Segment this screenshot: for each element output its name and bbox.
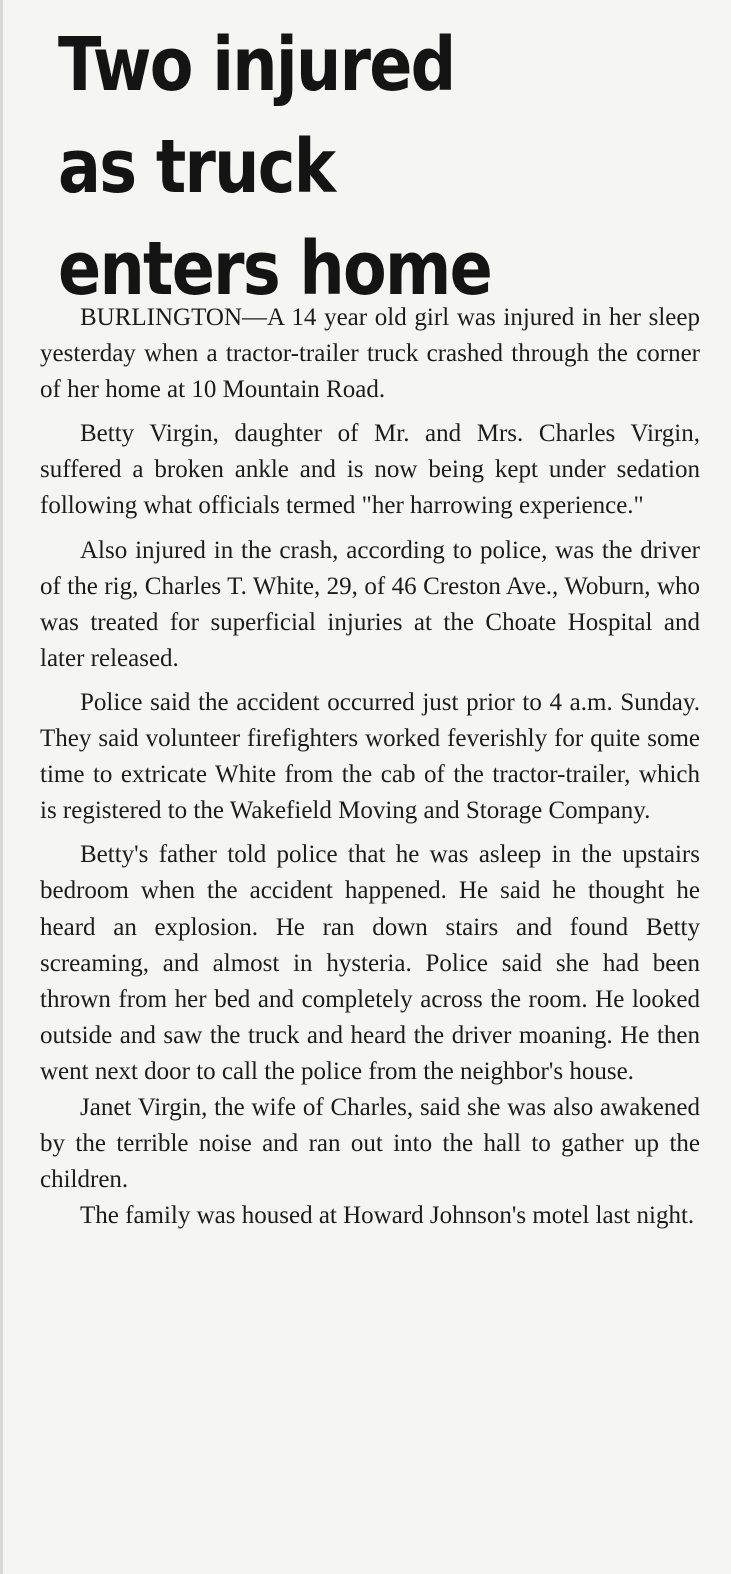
paragraph-driver: Also injured in the crash, according to police, was the driver of the rig, Charles T. White, 29, of 46 Creston Ave., Woburn, who was treated for superficial injuries at the Choate Hospital and later released. [40, 536, 700, 672]
article-body [40, 300, 700, 1234]
headline-line-3: enters home [58, 226, 492, 312]
headline-line-1: Two injured [58, 22, 455, 108]
headline-line-2: as truck [58, 124, 335, 210]
paragraph-mother: Janet Virgin, the wife of Charles, said she was also awakened by the terrible noise and ran out into the hall to gather up the children. [40, 1093, 700, 1194]
paragraph-father: Betty's father told police that he was asleep in the upstairs bedroom when the accident happened. He said he thought he heard an explosion. He ran down stairs and found Betty screaming, and almost in hysteria. Police said she had been thrown from her bed and completely across the room. He looked outside and saw the truck and heard the driver moaning. He then went next door to call the police from the neighbor's house. [40, 841, 700, 1085]
paragraph-victim: Betty Virgin, daughter of Mr. and Mrs. Charles Virgin, suffered a broken ankle and is now being kept under sedation following what officials termed "her harrowing experience." [40, 420, 700, 520]
column-rule [0, 0, 3, 1574]
paragraph-family: The family was housed at Howard Johnson's motel last night. [80, 1202, 695, 1230]
paragraph-dateline: BURLINGTON—A 14 year old girl was injured in her sleep yesterday when a tractor-trailer truck crashed through the corner of her home at 10 Mountain Road. [40, 304, 700, 404]
headline [58, 14, 608, 320]
paragraph-police: Police said the accident occurred just prior to 4 a.m. Sunday. They said volunteer firefighters worked feverishly for quite some time to extricate White from the cab of the tractor-trailer, which is registered to the Wakefield Moving and Storage Company. [40, 688, 700, 825]
